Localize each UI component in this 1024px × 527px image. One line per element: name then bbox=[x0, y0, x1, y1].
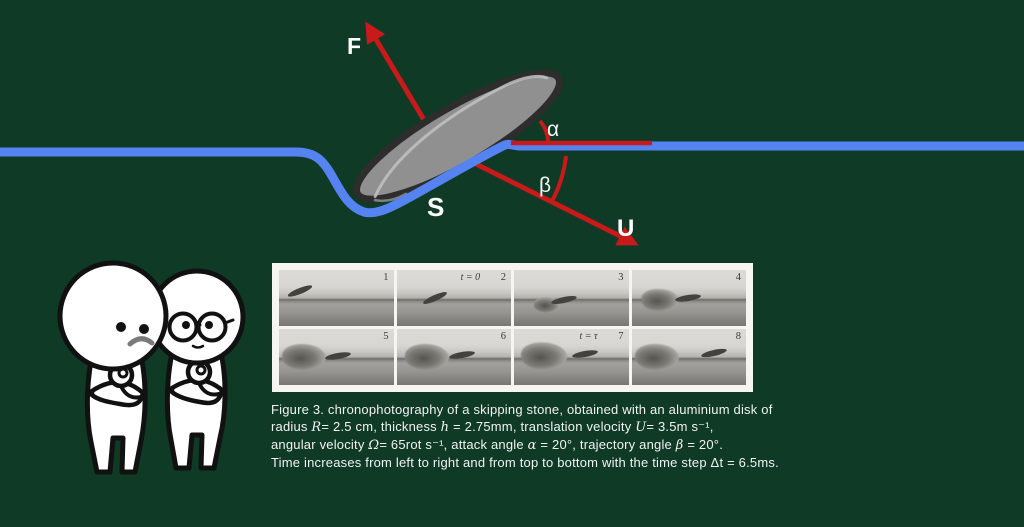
frame-number: 8 bbox=[735, 331, 741, 342]
stone-silhouette bbox=[287, 284, 313, 299]
photo-frame-7 bbox=[514, 329, 629, 385]
caption-line: Figure 3. chronophotography of a skipping stone, obtained with an aluminium disk of bbox=[271, 402, 773, 417]
glasses-icon bbox=[170, 314, 234, 341]
stone-contact-label: S bbox=[427, 192, 445, 222]
figure-caption bbox=[271, 401, 783, 471]
photo-frame-4 bbox=[632, 270, 747, 326]
stone-silhouette bbox=[324, 350, 351, 360]
character-left-eye-left bbox=[116, 322, 126, 332]
frame-number: 5 bbox=[383, 331, 389, 342]
character-left bbox=[60, 263, 166, 472]
figure-frames bbox=[272, 263, 753, 392]
stone-silhouette bbox=[550, 294, 577, 305]
splash-blob bbox=[642, 289, 679, 311]
caption-line: angular velocity Ω= 65rot s⁻¹, attack angle α = 20°, trajectory angle β = 20°. bbox=[271, 437, 724, 453]
stone-silhouette bbox=[701, 347, 728, 359]
photo-frame-3 bbox=[514, 270, 629, 326]
splash-blob bbox=[405, 344, 449, 370]
splash-blob bbox=[635, 344, 679, 370]
splash-blob bbox=[282, 344, 326, 370]
force-label: F bbox=[347, 33, 362, 59]
frame-time-label: t = 0 bbox=[460, 272, 481, 283]
frame-number: 1 bbox=[383, 272, 389, 283]
stone-silhouette bbox=[572, 349, 599, 359]
frame-number: 7 bbox=[618, 331, 624, 342]
force-arrow bbox=[368, 26, 430, 130]
character-left-eye-right bbox=[139, 324, 149, 334]
stone-silhouette bbox=[422, 290, 448, 306]
trajectory-angle-arc bbox=[551, 156, 566, 203]
caption-line: Time increases from left to right and from top to bottom with the time step Δt = 6.5ms. bbox=[271, 455, 779, 470]
photo-frame-5 bbox=[279, 329, 394, 385]
frame-number: 6 bbox=[500, 331, 506, 342]
photo-frame-1 bbox=[279, 270, 394, 326]
stone-silhouette bbox=[449, 350, 476, 360]
frame-number: 3 bbox=[618, 272, 624, 283]
frame-time-label: t = τ bbox=[579, 331, 598, 342]
photo-frame-2 bbox=[397, 270, 512, 326]
caption-line: radius R= 2.5 cm, thickness h = 2.75mm, translation velocity U= 3.5m s⁻¹, bbox=[271, 419, 714, 435]
stone-silhouette bbox=[675, 293, 702, 303]
character-left-head bbox=[60, 263, 166, 369]
velocity-label: U bbox=[617, 215, 635, 242]
frame-number: 4 bbox=[735, 272, 741, 283]
photo-frame-6 bbox=[397, 329, 512, 385]
photo-frame-8 bbox=[632, 329, 747, 385]
character-right-eye-left bbox=[182, 321, 190, 329]
velocity-arrow bbox=[458, 155, 634, 243]
character-right-eye-right bbox=[205, 321, 213, 329]
splash-blob bbox=[521, 342, 567, 369]
water-surface-line bbox=[0, 144, 1024, 213]
trajectory-angle-label: β bbox=[539, 174, 552, 197]
frame-number: 2 bbox=[500, 272, 506, 283]
attack-angle-label: α bbox=[547, 118, 560, 141]
